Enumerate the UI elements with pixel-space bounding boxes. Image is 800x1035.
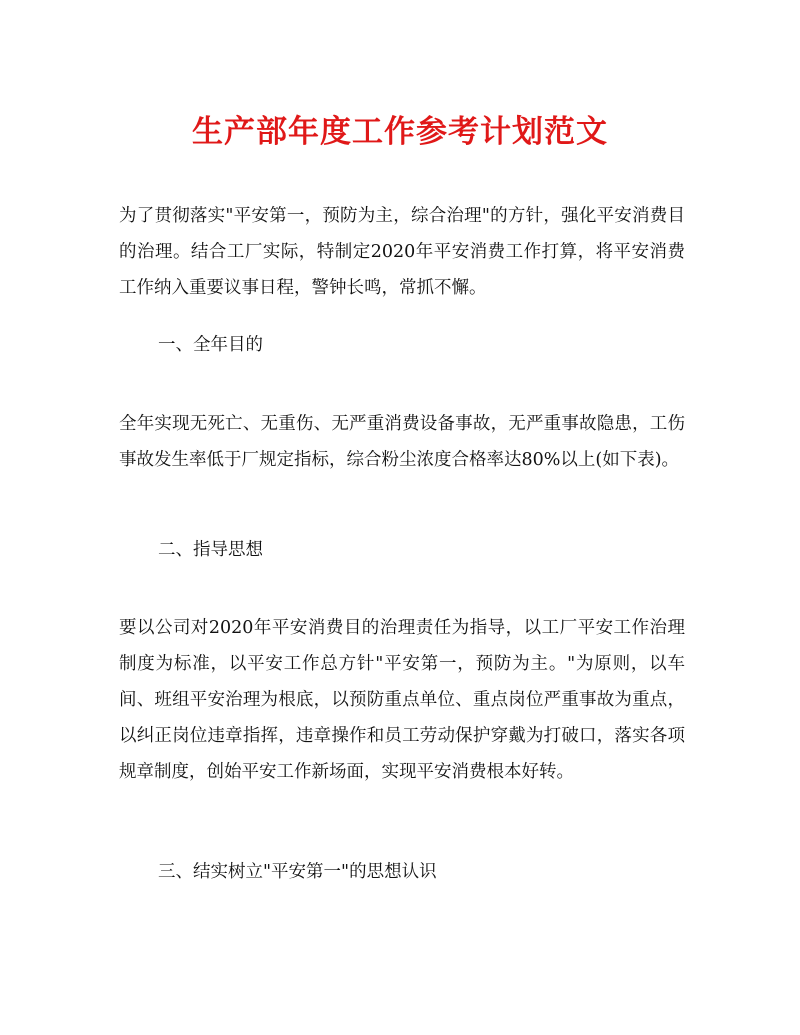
section-1-heading: 一、全年目的 bbox=[158, 335, 263, 355]
intro-paragraph: 为了贯彻落实"平安第一，预防为主，综合治理"的方针，强化平安消费目的治理。结合工厂实际，特制定2020年平安消费工作打算，将平安消费工作纳入重要议事日程，警钟长鸣，常抓不懈。 bbox=[119, 206, 685, 298]
section-3-heading: 三、结实树立"平安第一"的思想认识 bbox=[158, 862, 437, 882]
section-2-paragraph: 要以公司对2020年平安消费目的治理责任为指导，以工厂平安工作治理制度为标准，以平安工作总方针"平安第一，预防为主。"为原则，以车间、班组平安治理为根底，以预防重点单位、重点岗位严重事故为重点，以纠正岗位违章指挥，违章操作和员工劳动保护穿戴为打破口，落实各项规章制度，创始平安工作新场面，实现平安消费根本好转。 bbox=[119, 618, 685, 782]
section-2-heading: 二、指导思想 bbox=[158, 540, 263, 560]
section-1-paragraph: 全年实现无死亡、无重伤、无严重消费设备事故，无严重事故隐患，工伤事故发生率低于厂规定指标，综合粉尘浓度合格率达80%以上(如下表)。 bbox=[119, 414, 685, 470]
document-title: 生产部年度工作参考计划范文 bbox=[192, 114, 608, 150]
